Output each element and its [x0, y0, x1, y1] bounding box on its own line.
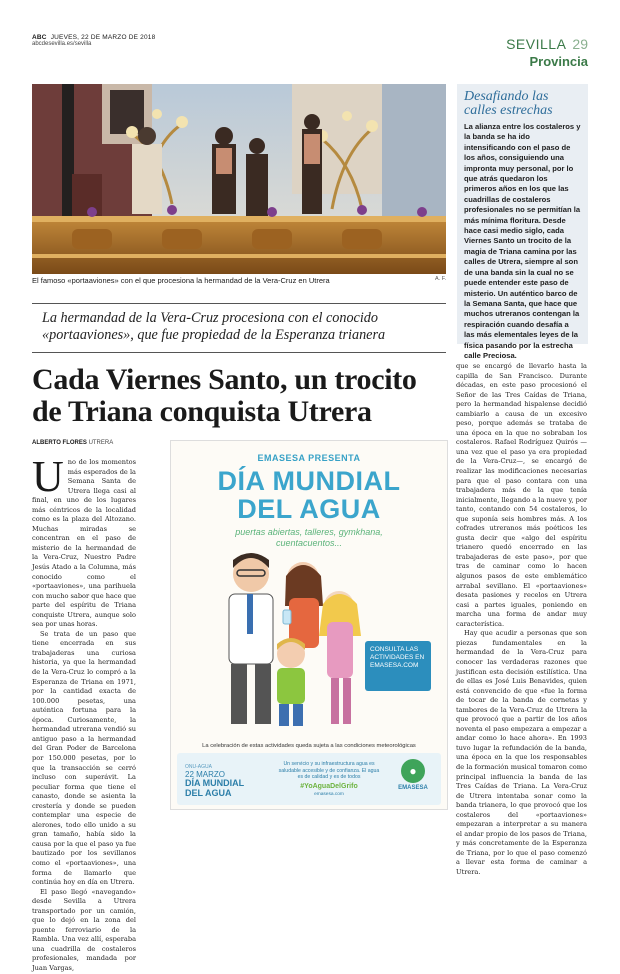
article-paragraph: que se encargó de llevarlo hasta la capilla de San Francisco. Durante décadas, en este paso procesionó el Señor de las Tres Caídas de Triana, pero la hermandad hispalense decidió cambiarlo a causa de un excesivo peso, porque además se trataba de una época en la que no sobraban los costaleros. Rafael Rodríguez Quirós —una vez que el paso ya era propiedad de la Vera-Cruz—, se encargó de realizar las modificaciones necesarias para que el paso contara con una trabajadera más de la que tenía inicialmente, llegando a la nueve y, por tanto, contando con 54 costaleros, lo que suponía seis hombres más. A los cofrades utreranos más poéticos les gusta decir que «algo del espíritu trianero quedó encerrado en las trabajaderas de este paso», por que tras de caminar como lo hacen algunos pasos de este emblemático arrabal sevillano. El «portaaviones» desata pasiones y recelos en Utrera casi a partes iguales, poniendo en marcha una forma de andar muy característica. [456, 362, 587, 628]
article-paragraph: Se trata de un paso que tiene encerrada en sus trabajaderas una curiosa historia, ya que la hermandad de la Vera-Cruz lo compró a la Esperanza de Triana en 1971, por la cantidad exacta de 100.000 pesetas, una auténtica fortuna para la época. Curiosamente, la hermandad utrerana vendió su antiguo paso a la hermandad del Gran Poder de Barcelona por 150.000 pesetas, por lo que la transacción se cerró incluso con superávit. La peculiar forma que tiene el canasto, donde se asienta la crestería y donde se pueden contemplar una especie de alerones, todo ello unido a su gran tamaño, había sido la causa por la que el paso ya fue bautizado por los sevillanos como el «portaaviones», una forma de llamarlo que continúa hoy en día en Utrera. [32, 629, 136, 887]
article-paragraph: El paso llegó «navegando» desde Sevilla a Utrera transportado por un camión, que lo dejó en la zona del puente ferroviario de la Rambla. Una vez allí, esperaba una cuadrilla de costaleros profesionales, mandada por Juan Vargas, [32, 887, 136, 972]
ad-hashtag[interactable]: #YoAguaDelGrifo [300, 782, 358, 790]
article-column-2 [456, 362, 587, 878]
photo-caption [32, 276, 446, 285]
ad-logo-text: EMASESA [398, 785, 428, 791]
ad-footer [177, 753, 441, 805]
ad-title-line-1: DÍA MUNDIAL [217, 466, 401, 496]
masthead-left [32, 34, 272, 47]
article-paragraph: Uno de los momentos más esperados de la Semana Santa de Utrera llega casi al final, en uno de los lugares más céntricos de la localidad como es la plaza del Altozano. Muchas miradas se concentran en el paso de misterio de la hermandad de la Vera-Cruz, Nuestro Padre Jesús Atado a la Columna, más conocido como el «portaaviones», una parihuela con mucho sabor que hace que parte del espíritu de Triana conquiste Utrera, aunque solo sea por unas horas. [32, 452, 136, 629]
ad-footer-date [185, 763, 244, 798]
byline [32, 440, 113, 446]
kicker-box [32, 303, 446, 353]
ad-promo-badge[interactable]: CONSULTA LAS ACTIVIDADES EN EMASESA.COM [365, 641, 431, 691]
byline-place: UTRERA [88, 440, 114, 446]
ad-subtitle-line-1: puertas abiertas, talleres, gymkhana, [235, 527, 383, 537]
headline: Cada Viernes Santo, un trocito de Triana conquista Utrera [32, 363, 417, 428]
section-name: Provincia [529, 54, 588, 69]
advertisement[interactable] [170, 440, 448, 810]
sidebar-title: Desafiando las calles estrechas [464, 89, 553, 118]
city-name: SEVILLA [506, 36, 567, 52]
ad-title-line-2: DEL AGUA [237, 494, 381, 524]
ad-logo [393, 759, 433, 791]
ad-website[interactable]: emasesa.com [314, 792, 344, 797]
ad-subtitle-line-2: cuentacuentos... [275, 538, 343, 548]
masthead-right [506, 34, 588, 69]
photo-credit: A. F. [434, 276, 446, 282]
paper-name: ABC [32, 34, 47, 41]
family-illustration [191, 546, 391, 741]
kicker-text: La hermandad de la Vera-Cruz procesiona con el conocido «portaaviones», que fue propiedad de la Esperanza trianera [42, 310, 386, 343]
sidebar-box [457, 84, 588, 360]
ad-note: La celebración de estas actividades queda sujeta a las condiciones meteorológicas [202, 743, 416, 749]
ad-footer-org: ONU-AGUA [185, 764, 212, 770]
article-paragraph: Hay que acudir a personas que son piezas fundamentales en la hermandad de la Vera-Cruz para conocer las verdaderas razones que justifican esta decisión estilística. Una de ellas es José Luis Benavides, quien está convencido de que «fue la forma de tocar de la banda de cornetas y tambores de la Vera-Cruz de Utrera la que provocó que a partir de los años noventa el paso empezara a empezar a andar como lo hace ahora». En 1993 tuvo lugar la refundación de la banda, una época en la que los responsables de la formación musical tomaron como principal influencia la banda de las Tres Caídas de Triana. La Vera-Cruz de Utrera intentaba sonar como la banda trianera, lo que provocó que los costaleros del «portaaviones» empezaran a interpretar a su manera el andar propio de los pasos de Triana, y más concretamente de la Esperanza de Triana, por lo que el paso comenzó a llevar esta forma de caminar a Utrera. [456, 629, 587, 876]
sidebar-body: La alianza entre los costaleros y la banda se ha ido intensificando con el paso de los años, consiguiendo una impronta muy personal, por lo que atrás quedaron los primeros años en los que las cuadrillas de costaleros profesionales no se permitían la más mínima floritura. Desde hace casi medio siglo, cada Viernes Santo un trocito de la magia de Triana camina por las calles de Utrera, siempre al son de una banda sin la cual no se puede entender este paso de misterio. Un auténtico barco de la Semana Santa, que hace que muchos utreranos contengan la respiración cuando desafía a las más elementales leyes de la física pasando por la estrecha calle Preciosa. [464, 122, 581, 360]
masthead-date-line [32, 34, 272, 41]
water-drop-icon: ● [401, 759, 425, 783]
dropcap: U [32, 452, 64, 501]
issue-date: JUEVES, 22 DE MARZO DE 2018 [50, 34, 156, 41]
ad-title [171, 467, 447, 523]
article-column-1 [32, 452, 136, 974]
page-number: 29 [572, 36, 588, 52]
website: abcdesevilla.es/sevilla [32, 41, 92, 47]
ad-footer-title-1: DÍA MUNDIAL [185, 778, 245, 788]
ad-footer-text [277, 761, 381, 799]
byline-author: ALBERTO FLORES [32, 440, 87, 446]
caption-text: El famoso «portaaviones» con el que procesiona la hermandad de la Vera-Cruz en Utrera [32, 276, 330, 285]
ad-footer-day: 22 MARZO [185, 770, 226, 779]
procession-photo [32, 84, 446, 274]
ad-footer-title-2: DEL AGUA [185, 787, 232, 798]
ad-brand: EMASESA PRESENTA [257, 453, 361, 463]
ad-footer-message: Un servicio y su infraestructura agua es saludable accesible y de confianza. El agua es de calidad y es de todos [278, 761, 380, 780]
